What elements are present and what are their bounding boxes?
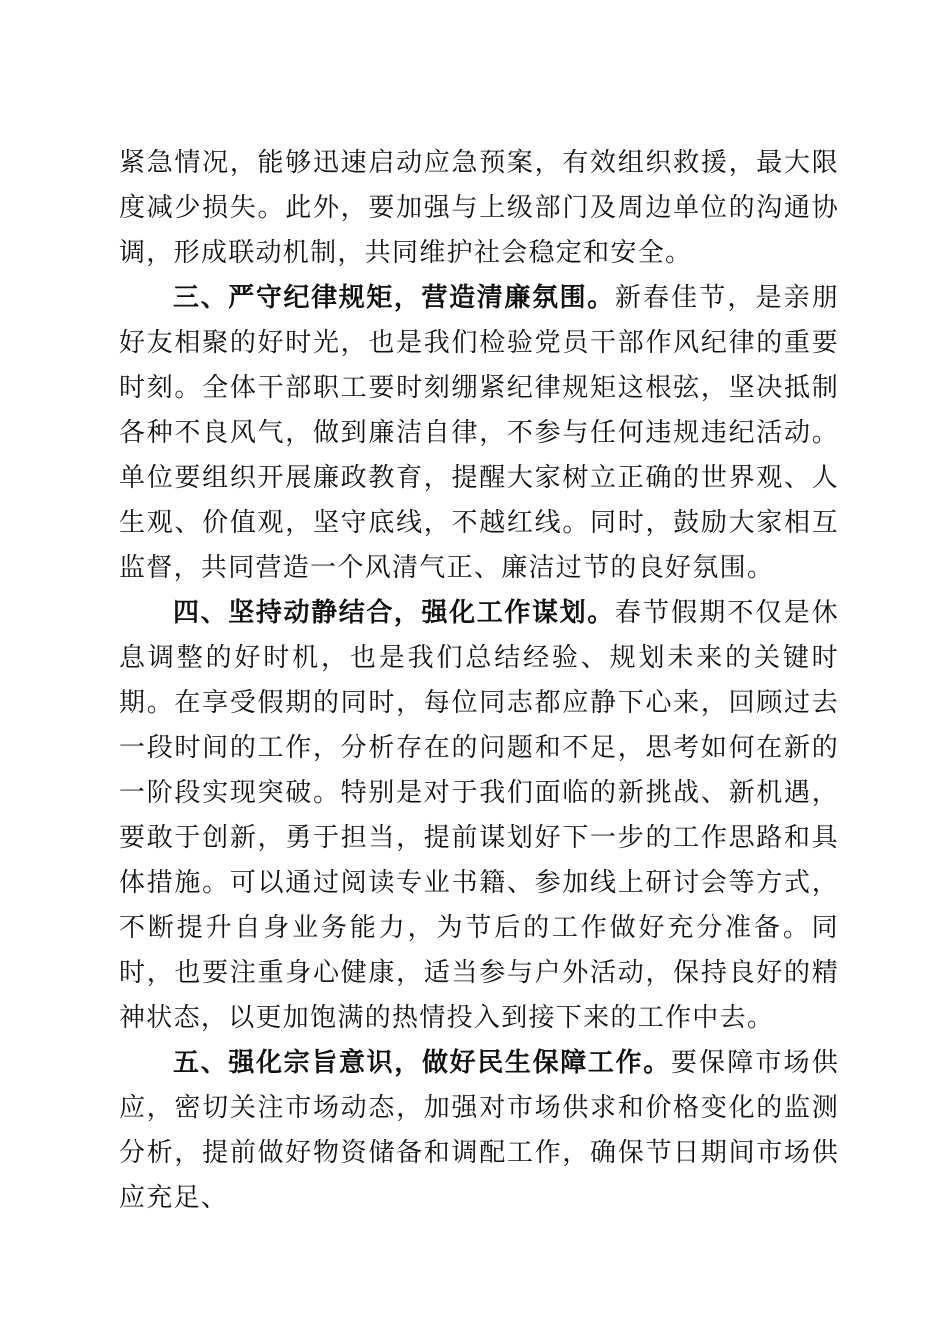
- paragraph-text: 要保障市场供应，密切关注市场动态，加强对市场供求和价格变化的监测分析，提前做好物资储备和调配工作，确保节日期间市场供应充足、: [119, 1048, 839, 1213]
- paragraph-livelihood: [119, 1041, 839, 1221]
- document-body: [119, 141, 839, 1221]
- paragraph-text: 春节假期不仅是休息调整的好时机，也是我们总结经验、规划未来的关键时期。在享受假期的同时，每位同志都应静下心来，回顾过去一段时间的工作，分析存在的问题和不足，思考如何在新的一阶段实现突破。特别是对于我们面临的新挑战、新机遇，要敢于创新，勇于担当，提前谋划好下一步的工作思路和具体措施。可以通过阅读专业书籍、参加线上研讨会等方式，不断提升自身业务能力，为节后的工作做好充分准备。同时，也要注重身心健康，适当参与户外活动，保持良好的精神状态，以更加饱满的热情投入到接下来的工作中去。: [119, 598, 839, 1033]
- paragraph-emergency-continuation: [119, 141, 839, 276]
- paragraph-text: 新春佳节，是亲朋好友相聚的好时光，也是我们检验党员干部作风纪律的重要时刻。全体干部职工要时刻绷紧纪律规矩这根弦，坚决抵制各种不良风气，做到廉洁自律，不参与任何违规违纪活动。单位要组织开展廉政教育，提醒大家树立正确的世界观、人生观、价值观，坚守底线，不越红线。同时，鼓励大家相互监督，共同营造一个风清气正、廉洁过节的良好氛围。: [119, 283, 839, 583]
- paragraph-work-planning: [119, 591, 839, 1041]
- section-heading-livelihood: 五、强化宗旨意识，做好民生保障工作。: [173, 1048, 671, 1078]
- paragraph-text: 紧急情况，能够迅速启动应急预案，有效组织救援，最大限度减少损失。此外，要加强与上级部门及周边单位的沟通协调，形成联动机制，共同维护社会稳定和安全。: [119, 148, 839, 268]
- section-heading-work-planning: 四、坚持动静结合，强化工作谋划。: [173, 598, 615, 628]
- paragraph-discipline: [119, 276, 839, 591]
- section-heading-discipline: 三、严守纪律规矩，营造清廉氛围。: [173, 283, 615, 313]
